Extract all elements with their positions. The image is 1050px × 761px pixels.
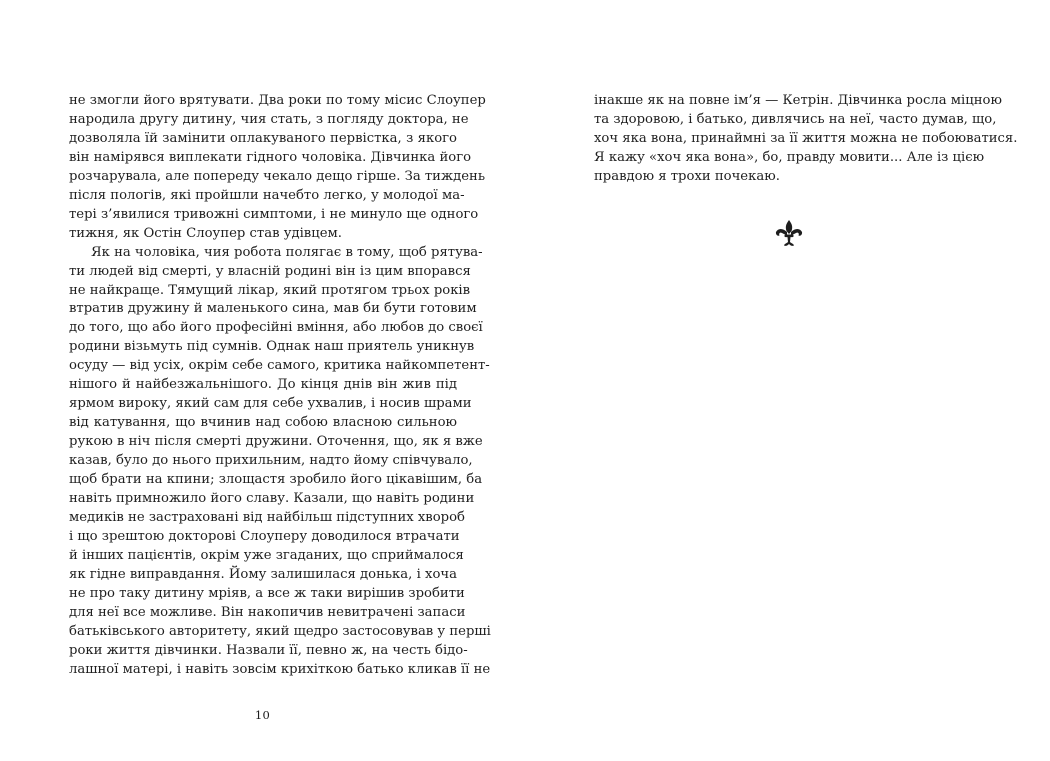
- right-page: [525, 0, 1050, 761]
- paragraph-1: [69, 92, 486, 244]
- text-line: розчарувала, але попереду чекало дещо гірше. За тиждень: [69, 168, 485, 184]
- right-page-text: [594, 92, 1018, 187]
- text-line: втратив дружину й маленького сина, мав би бути готовим: [69, 301, 477, 317]
- text-line: ти людей від смерті, у власній родині він із цим впорався: [69, 263, 471, 279]
- text-line: тері з’явилися тривожні симптоми, і не минуло ще одного: [69, 206, 479, 222]
- text-line: родини візьмуть під сумнів. Однак наш приятель уникнув: [69, 339, 475, 355]
- text-line: дозволяла їй замінити оплакуваного первістка, з якого: [69, 130, 457, 146]
- left-page-text: [69, 92, 491, 680]
- text-line: лашної матері, і навіть зовсім крихіткою батько кликав її не: [69, 661, 491, 677]
- text-line: Я кажу «хоч яка вона», бо, правду мовити... Але із цією: [594, 149, 985, 165]
- text-line: батьківського авторитету, який щедро застосовував у перші: [69, 623, 491, 639]
- text-line: до того, що або його професійні вміння, або любов до своєї: [69, 320, 483, 336]
- paragraph-continuation: [594, 92, 1018, 187]
- text-line: інакше як на повне ім’я — Кетрін. Дівчинка росла міцною: [594, 93, 1002, 108]
- text-line: Як на чоловіка, чия робота полягає в тому, щоб рятува-: [91, 244, 483, 260]
- text-line: осуду — від усіх, окрім себе самого, критика найкомпетент-: [69, 358, 490, 374]
- text-line: щоб брати на кпини; злощастя зробило його цікавішим, ба: [69, 472, 483, 488]
- text-line: і що зрештою докторові Слоуперу доводилося втрачати: [69, 528, 460, 544]
- text-line: народила другу дитину, чия стать, з погляду доктора, не: [69, 111, 469, 127]
- text-line: після пологів, які пройшли начебто легко, у молодої ма-: [69, 187, 465, 203]
- text-line: ярмом вироку, який сам для себе ухвалив, і носив шрами: [69, 396, 472, 412]
- text-line: від катування, що вчинив над собою власною сильною: [69, 415, 457, 431]
- text-line: правдою я трохи почекаю.: [594, 168, 780, 184]
- text-line: не про таку дитину мріяв, а все ж таки вирішив зробити: [69, 585, 465, 601]
- fleur-de-lis-ornament-icon: [774, 219, 804, 249]
- text-line: навіть примножило його славу. Казали, що навіть родини: [69, 491, 475, 507]
- text-line: хоч яка вона, принаймні за її життя можна не побоюватися.: [594, 130, 1018, 146]
- text-line: рукою в ніч після смерті дружини. Оточення, що, як я вже: [69, 434, 483, 450]
- text-line: та здоровою, і батько, дивлячись на неї, часто думав, що,: [594, 111, 997, 127]
- paragraph-2: [69, 244, 491, 680]
- text-line: він намірявся виплекати гідного чоловіка. Дівчинка його: [69, 149, 472, 165]
- text-line: роки життя дівчинки. Назвали її, певно ж, на честь бідо-: [69, 642, 468, 658]
- text-line: не змогли його врятувати. Два роки по тому місис Слоупер: [69, 93, 486, 108]
- text-line: тижня, як Остін Слоупер став удівцем.: [69, 225, 342, 241]
- text-line: казав, було до нього прихильним, надто йому співчувало,: [69, 453, 473, 469]
- text-line: для неї все можливе. Він накопичив невитрачені запаси: [69, 604, 466, 620]
- text-line: медиків не застраховані від найбільш підступних хвороб: [69, 509, 465, 525]
- text-line: нішого й найбезжальнішого. До кінця днів він жив під: [69, 377, 457, 393]
- text-line: й інших пацієнтів, окрім уже згаданих, що сприймалося: [69, 547, 464, 563]
- text-line: не найкраще. Тямущий лікар, який протягом трьох років: [69, 282, 471, 298]
- page-number: 10: [254, 708, 271, 722]
- text-line: як гідне виправдання. Йому залишилася донька, і хоча: [69, 566, 457, 582]
